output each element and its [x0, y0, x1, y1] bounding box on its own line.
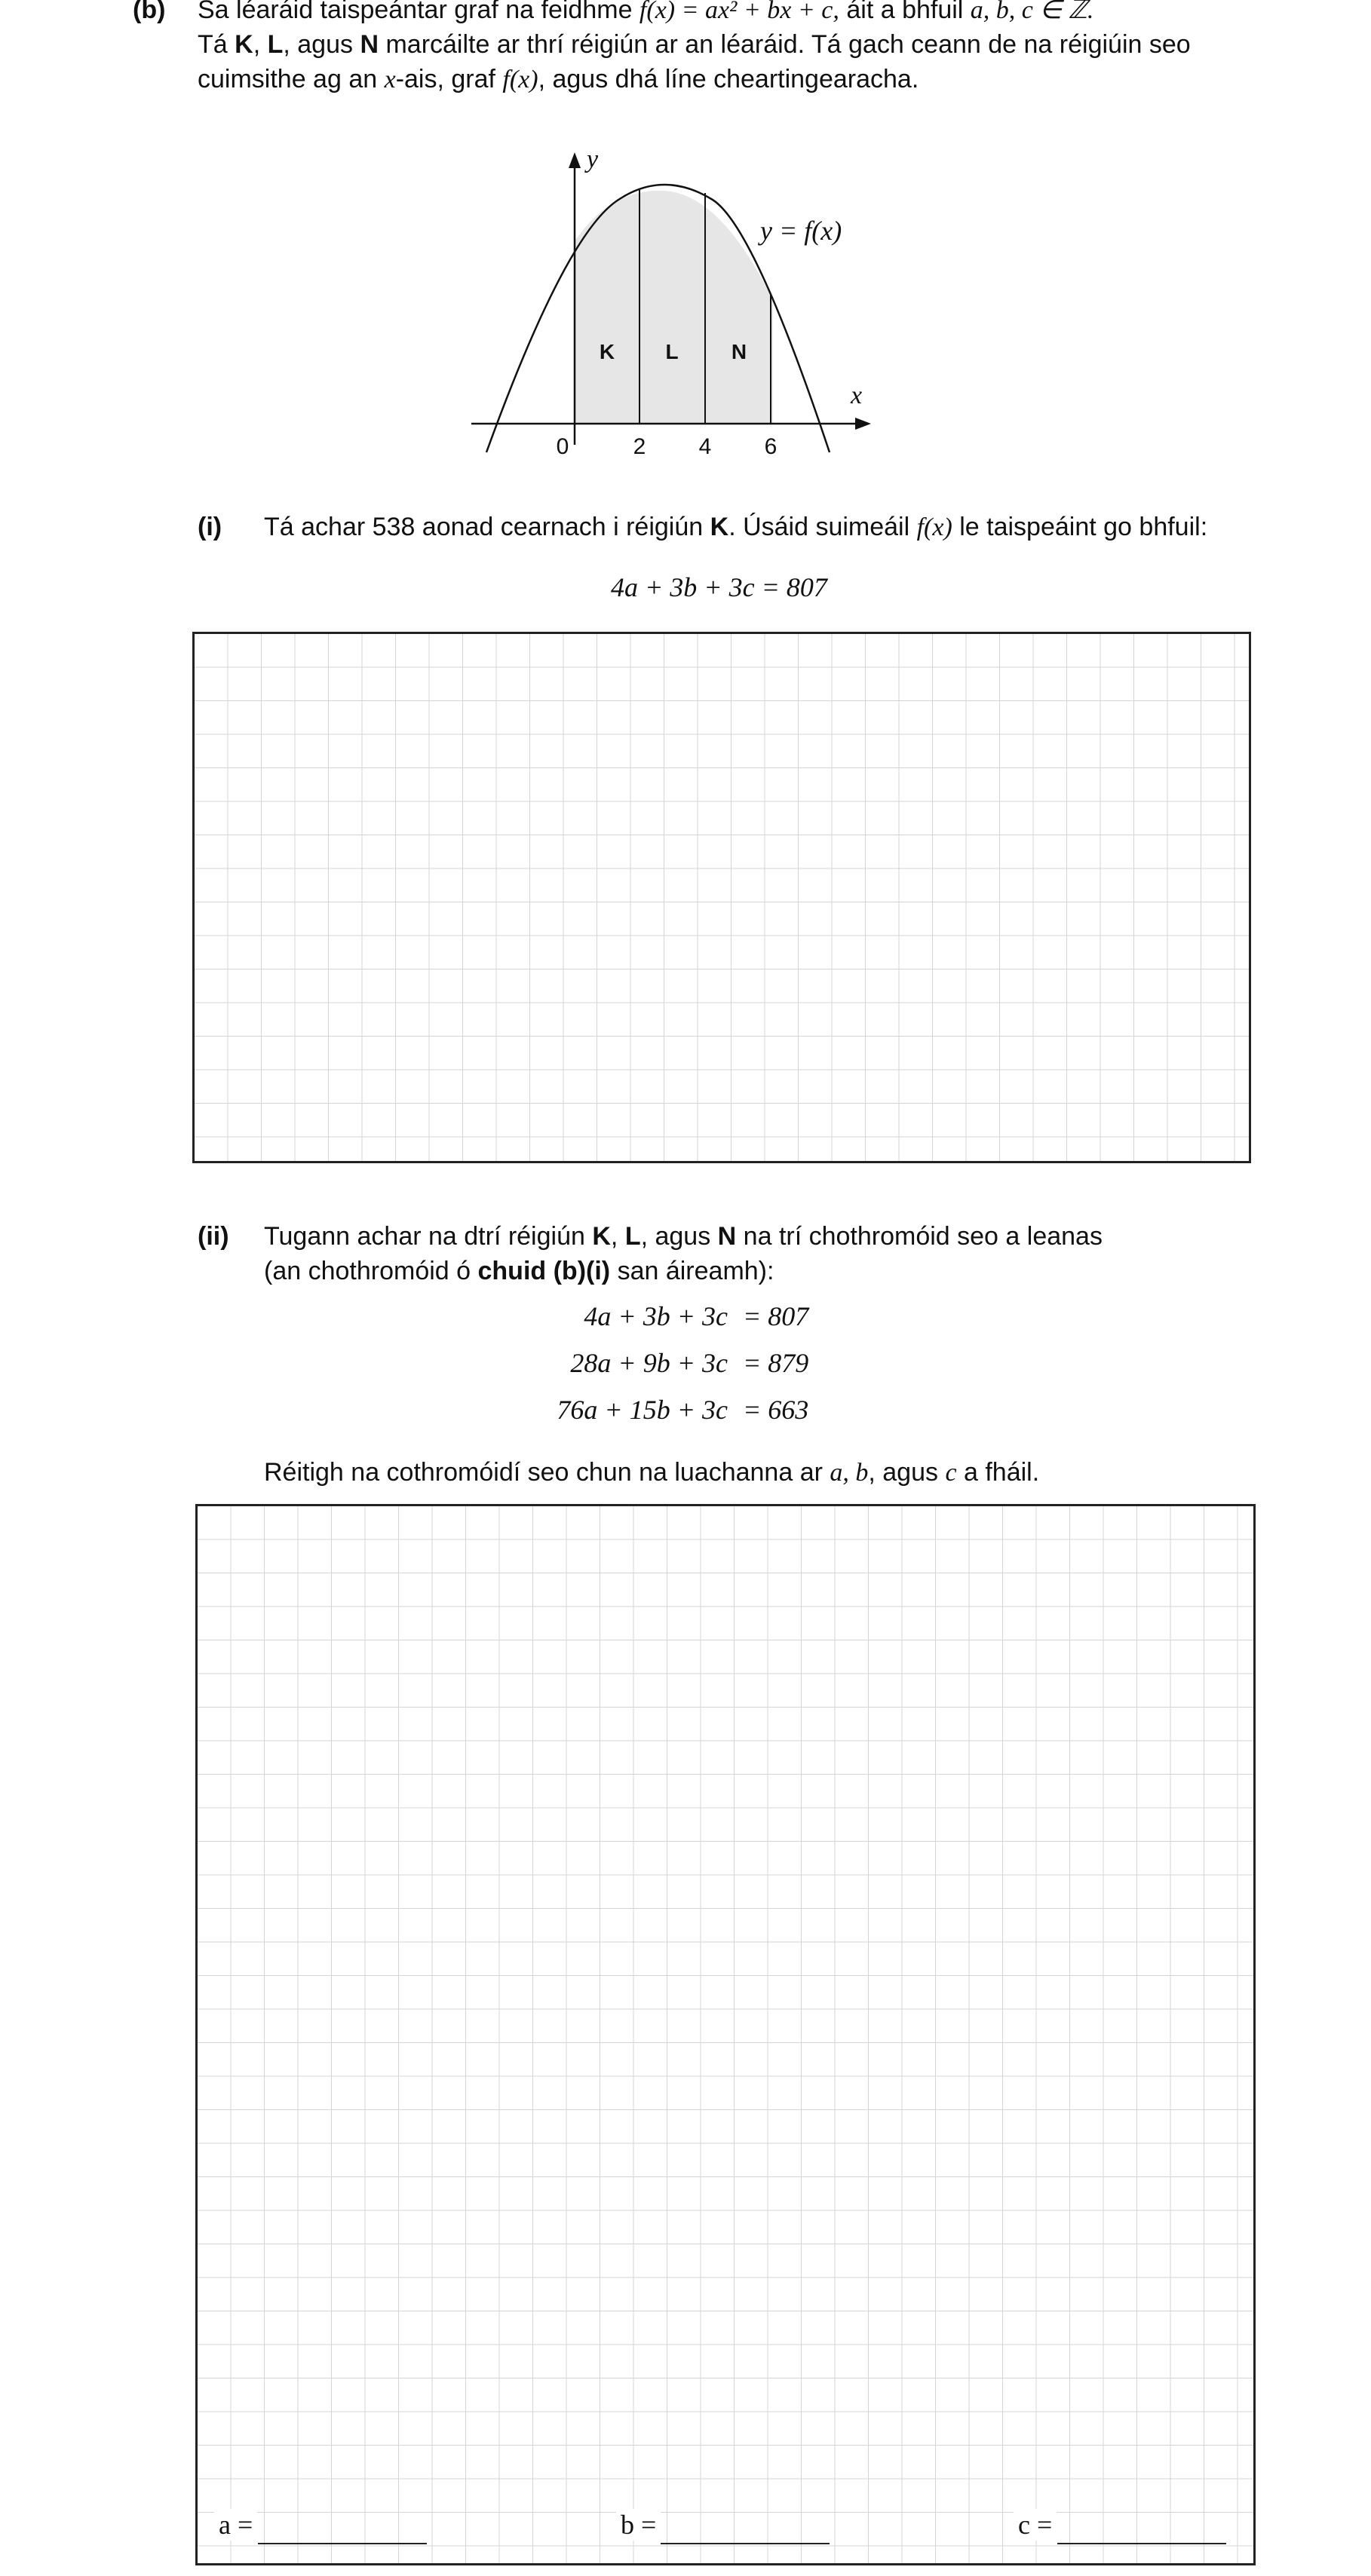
tick-label-4: 4	[698, 434, 712, 459]
shaded-regions	[575, 191, 773, 424]
answer-area-part-i[interactable]	[192, 632, 1251, 1163]
tick-label-6: 6	[764, 434, 778, 459]
part-i-label: (i)	[198, 513, 222, 541]
integer-set: a, b, c ∈ ℤ.	[970, 0, 1094, 24]
part-i-text: Tá achar 538 aonad cearnach i réigiún K. Úsáid suimeáil f(x) le taispeáint go bhfuil:	[264, 513, 1208, 541]
tick-label-2: 2	[633, 434, 646, 459]
intro-line-2: Tá K, L, agus N marcáilte ar thrí réigiún ar an léaráid. Tá gach ceann de na réigiúin seo	[198, 30, 1191, 59]
intro-line-3: cuimsithe ag an x-ais, graf f(x), agus dhá líne cheartingearacha.	[198, 65, 919, 93]
answer-c-field[interactable]	[1057, 2543, 1226, 2544]
part-ii-label: (ii)	[198, 1222, 229, 1251]
function-definition: f(x) = ax² + bx + c,	[639, 0, 839, 24]
part-b-label: (b)	[133, 0, 166, 24]
parabola-diagram	[452, 143, 890, 475]
solve-instruction: Réitigh na cothromóidí seo chun na luachanna ar a, b, agus c a fháil.	[264, 1458, 1040, 1487]
region-label-l: L	[665, 340, 679, 363]
answer-a-label: a =	[214, 2509, 257, 2541]
answer-a-field[interactable]	[258, 2543, 427, 2544]
answer-b-field[interactable]	[661, 2543, 830, 2544]
region-label-k: K	[599, 340, 615, 363]
x-axis-arrow	[855, 418, 871, 430]
part-i-equation: 4a + 3b + 3c = 807	[611, 572, 827, 602]
answer-b-label: b =	[616, 2509, 661, 2541]
part-ii-line-1: Tugann achar na dtrí réigiún K, L, agus N na trí chothromóid seo a leanas	[264, 1222, 1103, 1251]
y-axis-label: y	[587, 145, 599, 173]
intro-line-1: Sa léaráid taispeántar graf na feidhme f(x) = ax² + bx + c, áit a bhfuil a, b, c ∈ ℤ.	[198, 0, 1093, 28]
region-label-n: N	[731, 340, 747, 363]
answer-c-label: c =	[1014, 2509, 1057, 2541]
y-axis-arrow	[569, 152, 581, 168]
part-ii-line-2: (an chothromóid ó chuid (b)(i) san áireamh):	[264, 1257, 774, 1285]
answer-area-part-ii[interactable]	[195, 1504, 1256, 2565]
tick-label-0: 0	[556, 434, 569, 459]
x-axis-label: x	[851, 381, 863, 409]
curve-label: y = f(x)	[760, 216, 842, 246]
